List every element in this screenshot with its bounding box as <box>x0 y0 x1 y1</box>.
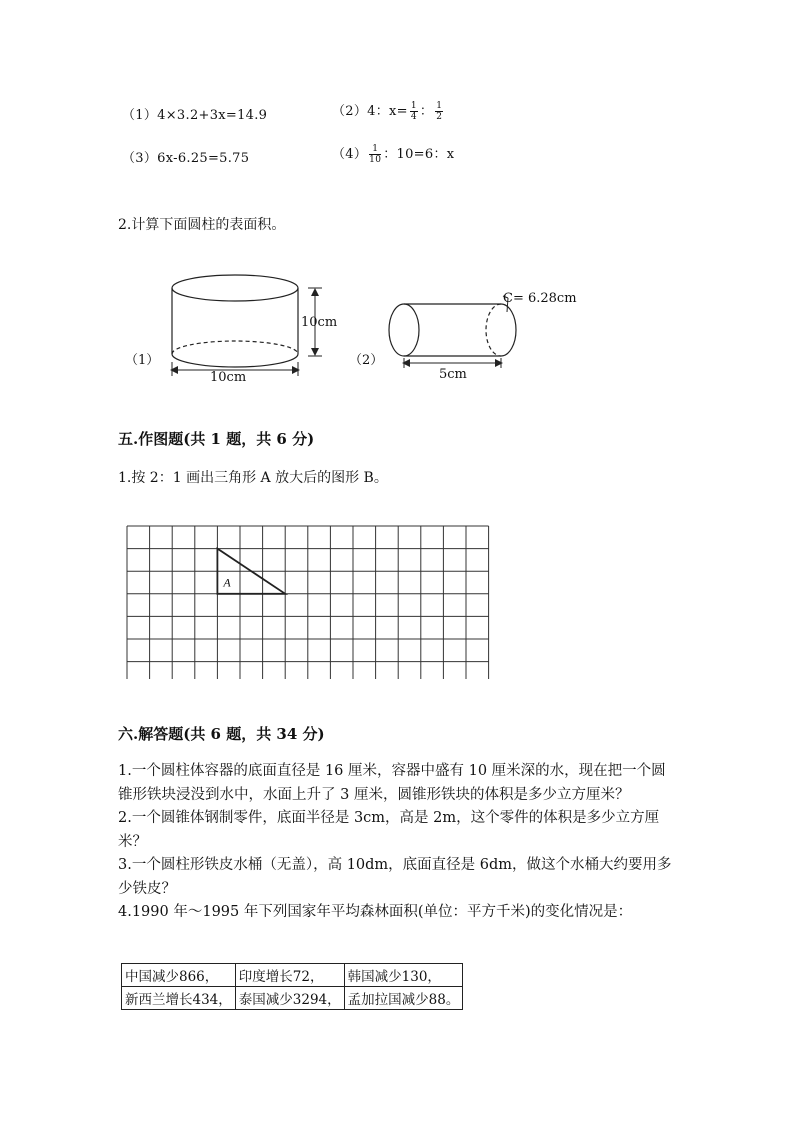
section-6-question-1: 1.一个圆柱体容器的底面直径是 16 厘米，容器中盛有 10 厘米深的水，现在把一个圆锥形铁块浸没到水中，水面上升了 3 厘米，圆锥形铁块的体积是多少立方厘米？ <box>118 763 666 803</box>
figure-2-label: （2） <box>349 353 384 368</box>
forest-area-table <box>121 963 463 1010</box>
cylinder-2 <box>389 296 516 368</box>
figure-1-diameter: 10cm <box>210 370 247 385</box>
table-cell: 孟加拉国减少88。 <box>344 987 463 1010</box>
section-6-question-3: 3.一个圆柱形铁皮水桶（无盖），高 10dm，底面直径是 6dm，做这个水桶大约要用多少铁皮？ <box>118 857 672 897</box>
equation-4-suffix: ：10=6：x <box>383 147 455 162</box>
cylinder-1 <box>170 275 322 376</box>
table-cell: 中国减少866， <box>122 964 236 987</box>
section-5-question-1: 1.按 2：1 画出三角形 A 放大后的图形 B。 <box>118 470 388 486</box>
section-6-heading: 六.解答题(共 6 题，共 34 分) <box>118 725 325 743</box>
section-6-question-4: 4.1990 年～1995 年下列国家年平均森林面积(单位：平方千米)的变化情况是： <box>118 904 633 920</box>
equation-2 <box>332 100 445 122</box>
section-6-questions <box>118 760 678 925</box>
figure-2-circumference: C= 6.28cm <box>503 291 577 306</box>
fraction: $\frac{1}{2}$ <box>436 101 443 122</box>
grid-lines <box>127 526 489 679</box>
figure-1-height: 10cm <box>301 315 338 330</box>
section-5-heading: 五.作图题(共 1 题，共 6 分) <box>118 430 315 448</box>
table-row <box>122 964 463 987</box>
equation-2-prefix: （2）4：x= <box>332 104 408 119</box>
fraction: $\frac{1}{4}$ <box>410 101 417 122</box>
question-2-title: 2.计算下面圆柱的表面积。 <box>118 217 286 233</box>
figure-2-length: 5cm <box>439 367 467 382</box>
equation-4-prefix: （4） <box>332 147 368 162</box>
table-cell: 泰国减少3294， <box>235 987 344 1010</box>
figure-1-label: （1） <box>125 353 160 368</box>
section-6-question-2: 2.一个圆锥体钢制零件，底面半径是 3cm，高是 2m，这个零件的体积是多少立方厘米？ <box>118 810 660 850</box>
equation-1: （1）4×3.2+3x=14.9 <box>122 108 268 123</box>
triangle-a-label: A <box>223 575 231 590</box>
fraction: $\frac{1}{10}$ <box>369 144 382 165</box>
cylinder-figures <box>110 268 600 398</box>
equation-3: （3）6x-6.25=5.75 <box>122 151 250 166</box>
equation-4 <box>332 143 454 165</box>
table-cell: 印度增长72， <box>235 964 344 987</box>
table-cell: 韩国减少130， <box>344 964 463 987</box>
table-cell: 新西兰增长434， <box>122 987 236 1010</box>
table-row <box>122 987 463 1010</box>
drawing-grid <box>126 525 490 679</box>
equation-2-sep: ： <box>419 104 434 119</box>
